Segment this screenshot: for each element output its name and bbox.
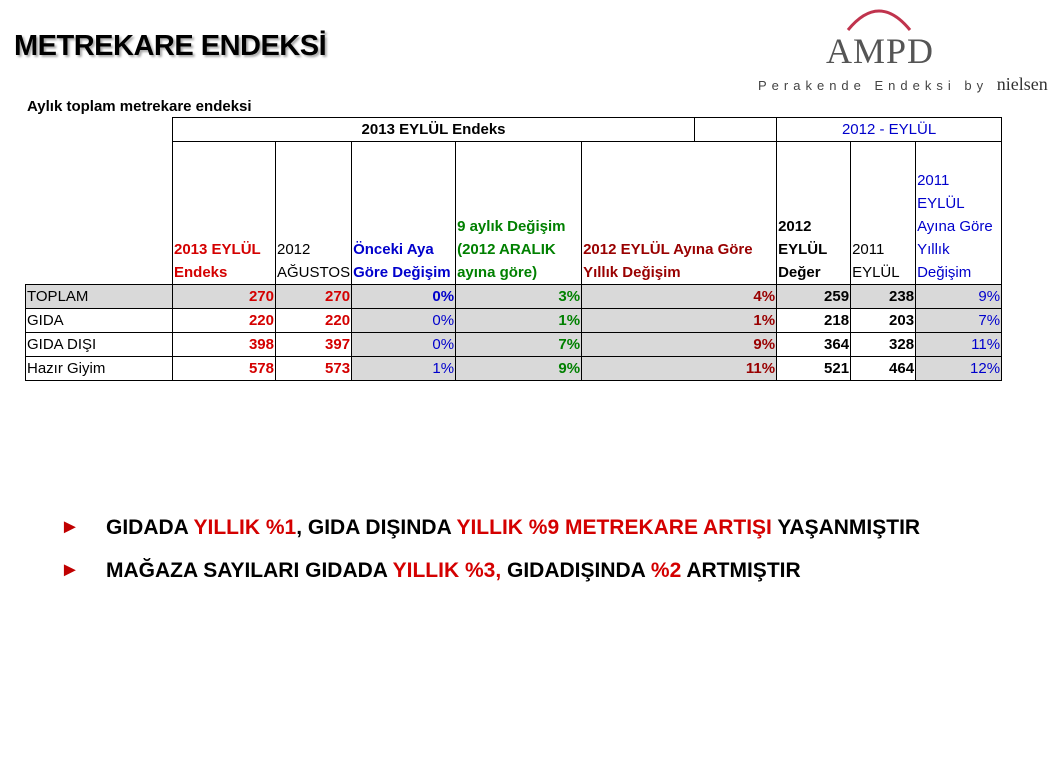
- row-label: TOPLAM: [26, 285, 173, 309]
- cell-onceki-ay: 0%: [352, 309, 456, 333]
- bullet-highlight: YILLIK %3,: [392, 559, 502, 582]
- cell-2012-deger: 364: [777, 333, 851, 357]
- cell-2012-agustos: 220: [276, 309, 352, 333]
- cell-2013-endeks: 398: [173, 333, 276, 357]
- col-header-yillik-degisim: 2012 EYLÜL Ayına Göre Yıllık Değişim: [582, 142, 777, 285]
- table-caption: Aylık toplam metrekare endeksi: [27, 98, 252, 115]
- column-header-row: [26, 142, 1002, 285]
- arrow-bullet-icon: ►: [60, 516, 80, 538]
- bullet-highlight: YILLIK %1: [193, 516, 297, 539]
- cell-2013-endeks: 270: [173, 285, 276, 309]
- bullet-text: GIDADA: [106, 516, 194, 539]
- cell-yillik-degisim: 11%: [582, 357, 777, 381]
- bullet-text: YAŞANMIŞTIR: [771, 516, 921, 539]
- cell-onceki-ay: 0%: [352, 285, 456, 309]
- cell-2012-agustos: 397: [276, 333, 352, 357]
- bullet-highlight: %2: [650, 559, 682, 582]
- cell-2013-endeks: 220: [173, 309, 276, 333]
- page-title: METREKARE ENDEKSİ: [14, 30, 327, 62]
- table-row: [26, 309, 1002, 333]
- blank-header-cell: [695, 118, 777, 142]
- arrow-bullet-icon: ►: [60, 559, 80, 581]
- blank-cell: [26, 118, 173, 142]
- cell-2011-degisim: 9%: [916, 285, 1002, 309]
- cell-2011-eylul: 328: [851, 333, 916, 357]
- group-header-2012: 2012 - EYLÜL: [777, 118, 1002, 142]
- logo-tagline: [758, 74, 1048, 95]
- bullet-list: [60, 512, 1020, 598]
- col-header-9-aylik: 9 aylık Değişim (2012 ARALIK ayına göre): [456, 142, 582, 285]
- cell-2012-deger: 259: [777, 285, 851, 309]
- cell-2012-agustos: 270: [276, 285, 352, 309]
- cell-9-aylik: 1%: [456, 309, 582, 333]
- cell-2012-agustos: 573: [276, 357, 352, 381]
- bullet-text: , GIDA DIŞINDA: [296, 516, 457, 539]
- col-header-2012-agustos: 2012 AĞUSTOS: [276, 142, 352, 285]
- table-row: [26, 333, 1002, 357]
- blank-cell: [26, 142, 173, 285]
- bullet-text: MAĞAZA SAYILARI GIDADA: [106, 559, 393, 582]
- cell-2013-endeks: 578: [173, 357, 276, 381]
- cell-2012-deger: 521: [777, 357, 851, 381]
- cell-9-aylik: 9%: [456, 357, 582, 381]
- row-label: GIDA: [26, 309, 173, 333]
- cell-9-aylik: 3%: [456, 285, 582, 309]
- logo-partner: nielsen: [996, 74, 1048, 94]
- col-header-2011-degisim: 2011 EYLÜL Ayına Göre Yıllık Değişim: [916, 142, 1002, 285]
- group-header-row: [26, 118, 1002, 142]
- table-row: [26, 357, 1002, 381]
- row-label: GIDA DIŞI: [26, 333, 173, 357]
- cell-yillik-degisim: 1%: [582, 309, 777, 333]
- cell-2011-eylul: 464: [851, 357, 916, 381]
- cell-yillik-degisim: 9%: [582, 333, 777, 357]
- ampd-logo: [758, 0, 1048, 102]
- bullet-text: GIDADIŞINDA: [501, 559, 651, 582]
- col-header-2012-deger: 2012 EYLÜL Değer: [777, 142, 851, 285]
- bullet-item: [60, 555, 1020, 586]
- group-header-2013: 2013 EYLÜL Endeks: [173, 118, 695, 142]
- logo-tagline-text: Perakende Endeksi by: [758, 78, 989, 93]
- table-row: [26, 285, 1002, 309]
- cell-onceki-ay: 1%: [352, 357, 456, 381]
- cell-2011-degisim: 12%: [916, 357, 1002, 381]
- bullet-item: [60, 512, 1020, 543]
- bullet-highlight: YILLIK %9 METREKARE ARTIŞI: [456, 516, 772, 539]
- cell-2011-eylul: 203: [851, 309, 916, 333]
- row-label: Hazır Giyim: [26, 357, 173, 381]
- bullet-text: ARTMIŞTIR: [681, 559, 801, 582]
- cell-2011-eylul: 238: [851, 285, 916, 309]
- logo-brand: AMPD: [826, 31, 935, 71]
- col-header-onceki-ay: Önceki Aya Göre Değişim: [352, 142, 456, 285]
- cell-yillik-degisim: 4%: [582, 285, 777, 309]
- col-header-2011-eylul: 2011 EYLÜL: [851, 142, 916, 285]
- col-header-2013-eylul: 2013 EYLÜL Endeks: [173, 142, 276, 285]
- cell-2011-degisim: 11%: [916, 333, 1002, 357]
- cell-2012-deger: 218: [777, 309, 851, 333]
- index-table: [25, 117, 1002, 381]
- cell-onceki-ay: 0%: [352, 333, 456, 357]
- logo-arc-icon: [844, 0, 914, 32]
- cell-9-aylik: 7%: [456, 333, 582, 357]
- cell-2011-degisim: 7%: [916, 309, 1002, 333]
